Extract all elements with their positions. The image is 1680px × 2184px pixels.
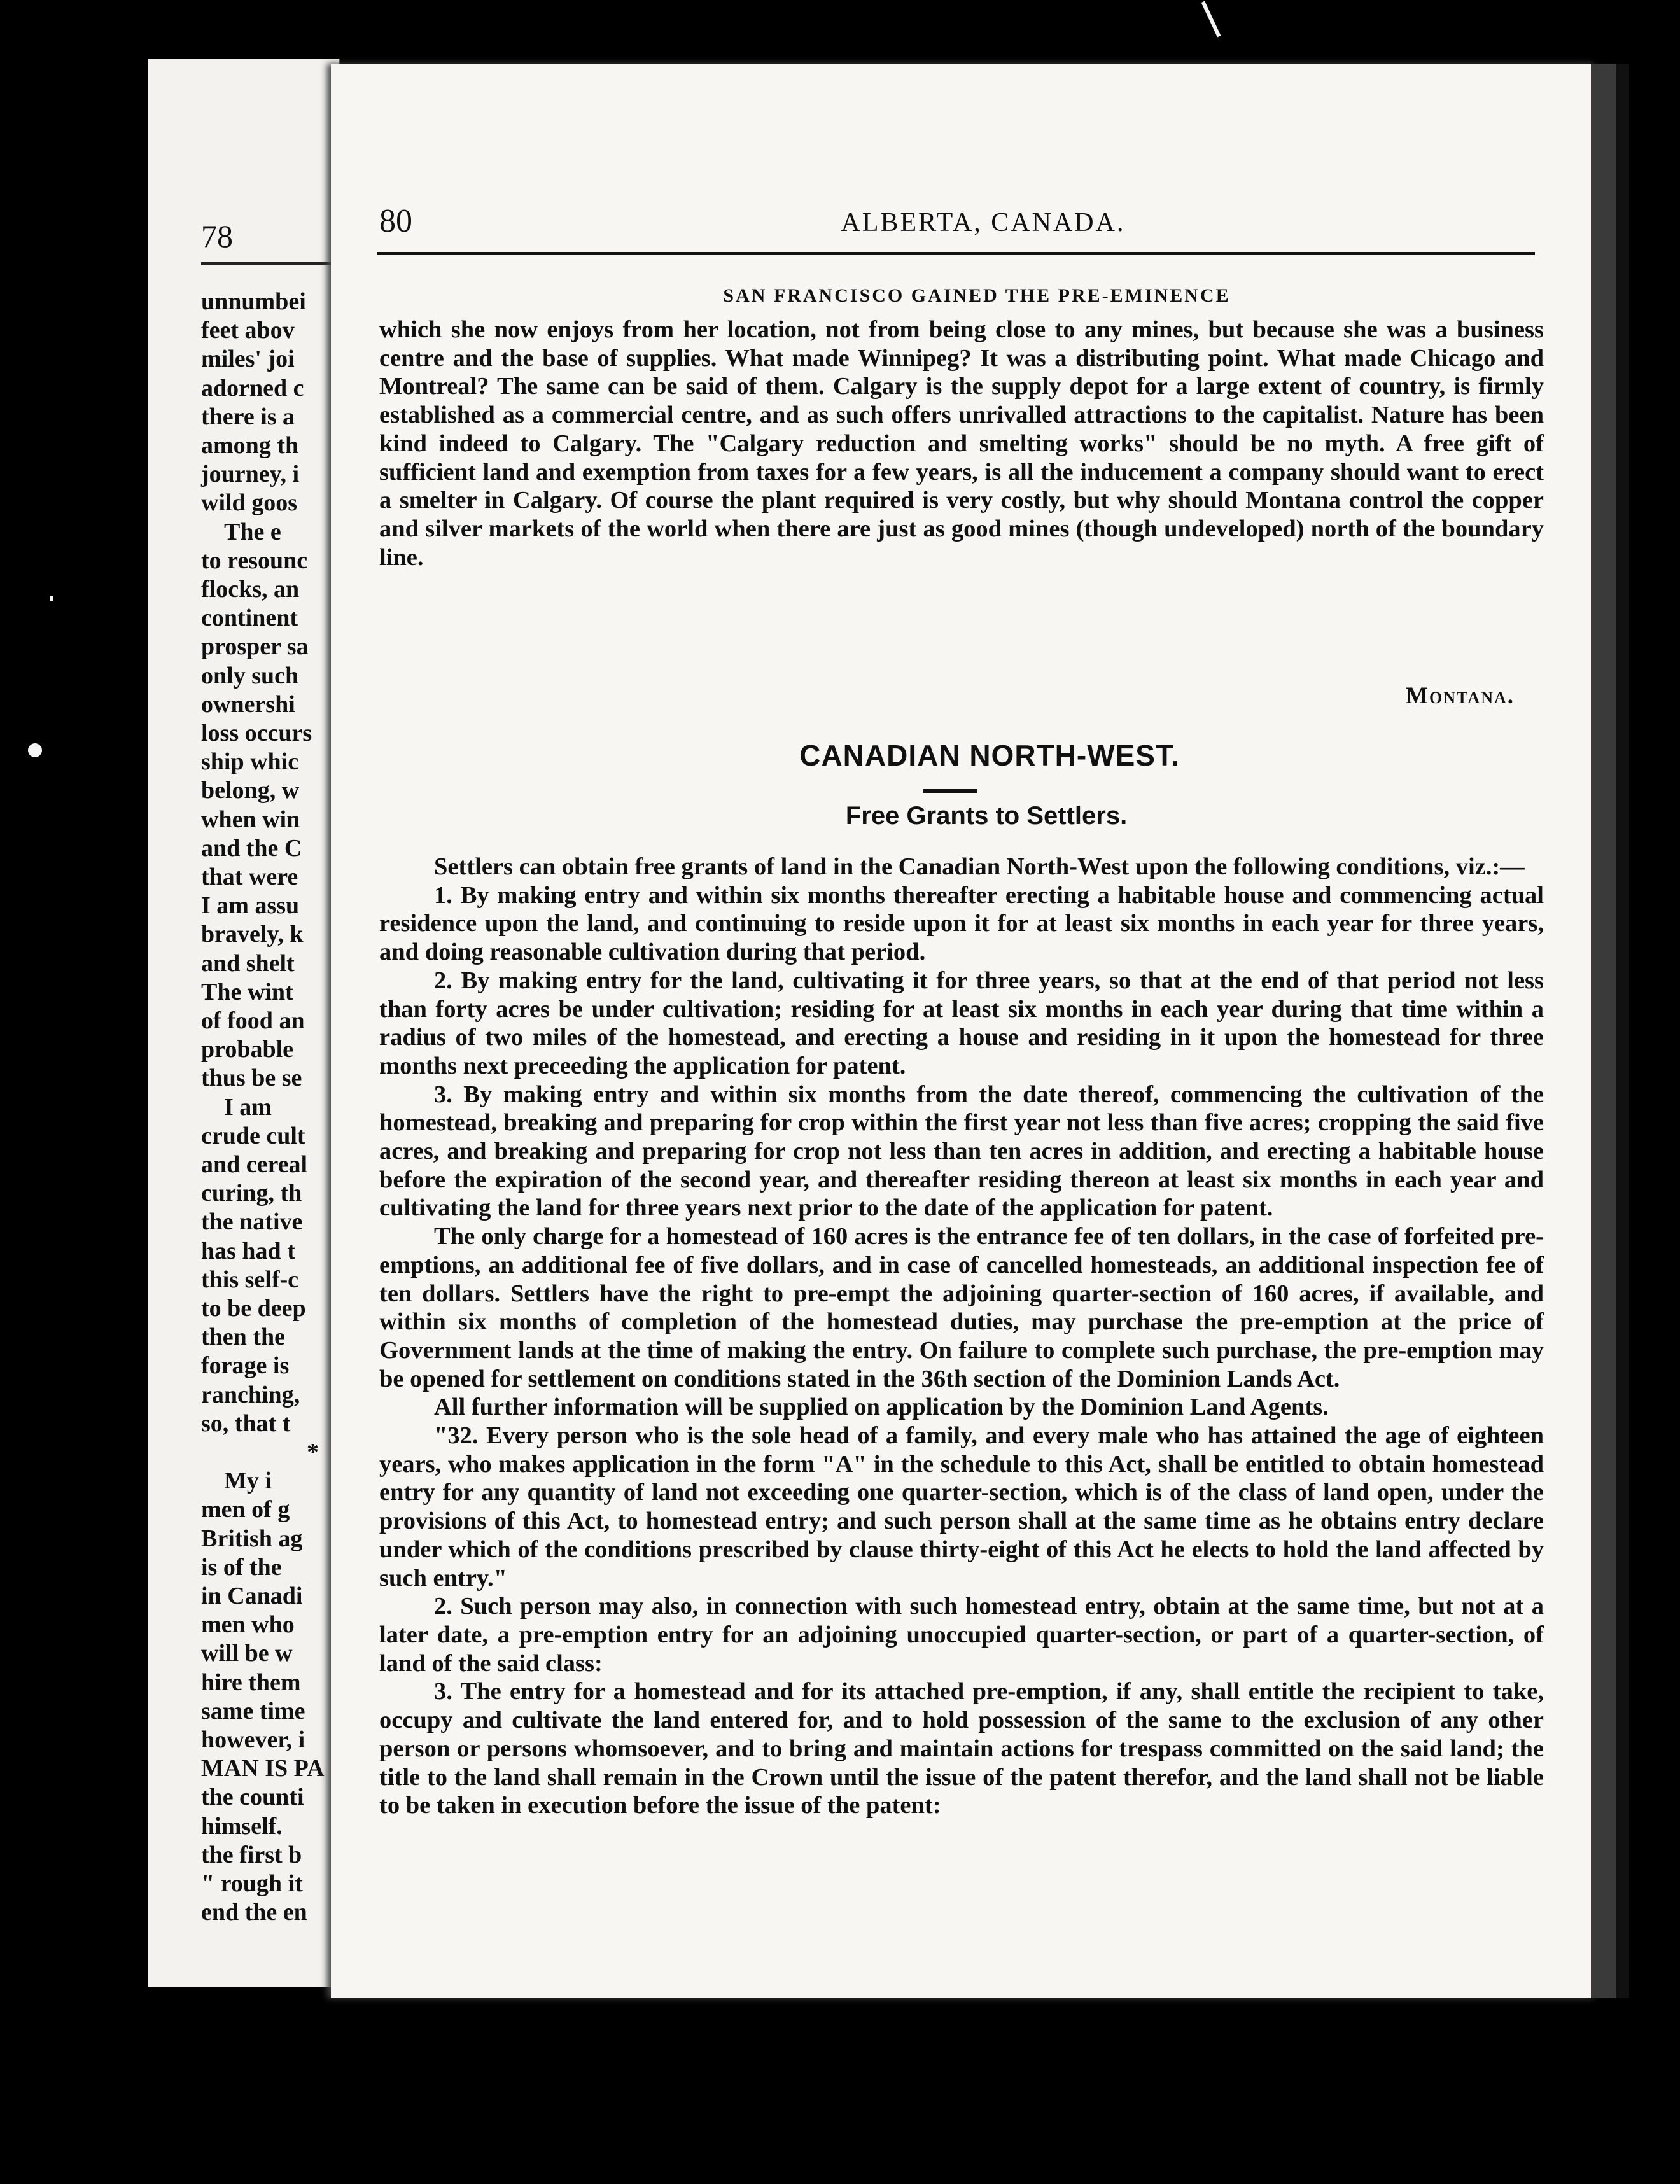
left-page-line: curing, th — [201, 1180, 302, 1207]
title-dash — [923, 789, 977, 793]
left-page-line: the native — [201, 1208, 303, 1236]
paragraph: 3. The entry for a homestead and for its attached pre-emption, if any, shall entitle the recipient to take, occupy and cultivate the land entered for, and to hold possession of the same to the exclusion of any other person or persons whomsoever, and to bring and maintain actions for trespass committed on the said land; the title to the land shall remain in the Crown until the issue of the patent therefor, and the land shall not be liable to be taken in execution before the issue of the patent: — [379, 1678, 1544, 1819]
left-page-line: ownershi — [201, 690, 295, 718]
left-page-line: however, i — [201, 1726, 305, 1753]
montana-article — [379, 316, 1544, 571]
left-page-line: men of g — [201, 1496, 290, 1523]
page-edge-shadow — [1591, 64, 1616, 1998]
left-page-line: miles' joi — [201, 346, 295, 373]
left-page-line: I am — [224, 1093, 272, 1121]
left-page-line: My i — [224, 1467, 272, 1495]
left-page-line: ship whic — [201, 748, 299, 776]
left-page-line: this self-c — [201, 1266, 299, 1293]
left-page-line: when win — [201, 806, 300, 833]
left-page-line: bravely, k — [201, 921, 304, 948]
left-page-line: The e — [224, 518, 281, 545]
paragraph: Settlers can obtain free grants of land in the Canadian North-West upon the following conditions, viz.:— — [434, 853, 1525, 880]
left-page-line: is of the — [201, 1553, 282, 1581]
montana-paragraph: which she now enjoys from her location, not from being close to any mines, but because she was a business centre and the base of supplies. What made Winnipeg? It was a distributing point. What made Chicago and Montreal? The same can be said of them. Calgary is the supply depot for a large extent of country, is firmly established as a commercial centre, and as such offers unrivalled attractions to the capitalist. Nature has been kind indeed to Calgary. The "Calgary reduction and smelting works" should be no myth. A free gift of sufficient land and exemption from taxes for a few years, is all the inducement a company should want to erect a smelter in Calgary. Of course the plant required is very costly, but why should Montana control the copper and silver markets of the world when there are just as good mines (though undeveloped) north of the boundary line. — [379, 316, 1544, 571]
left-page-line: British ag — [201, 1525, 303, 1552]
left-page-line: there is a — [201, 403, 295, 430]
section-heading: SAN FRANCISCO GAINED THE PRE-EMINENCE — [723, 285, 1231, 306]
left-page-line: probable — [201, 1036, 294, 1063]
article-subtitle: Free Grants to Settlers. — [845, 802, 1128, 830]
left-page-line: men who — [201, 1611, 295, 1639]
left-page-line: continent — [201, 605, 298, 632]
left-page-line: in Canadi — [201, 1583, 303, 1609]
left-page-line: MAN IS PA — [201, 1755, 325, 1782]
left-page-line: among th — [201, 432, 299, 459]
left-page-line: feet abov — [201, 317, 295, 344]
left-page-line: of food an — [201, 1007, 305, 1034]
left-page-line: to resounc — [201, 547, 308, 574]
paragraph: 2. By making entry for the land, cultivating it for three years, so that at the end of that period not less than forty acres be under cultivation; residing for at least six months in each year during that time within a radius of two miles of the homestead, and erecting a house and residing in it upon the homestead for three months next preceeding the application for patent. — [379, 967, 1544, 1079]
left-page-line: ranching, — [201, 1381, 300, 1408]
left-page-line: journey, i — [201, 461, 300, 488]
left-page-line: belong, w — [201, 777, 300, 804]
left-page-line: and cereal — [201, 1151, 308, 1178]
left-page-fragment — [148, 59, 340, 1987]
left-page-line: loss occurs — [201, 720, 312, 746]
left-page-number: 78 — [201, 218, 233, 254]
signoff: Montana. — [1406, 683, 1515, 709]
grants-article — [379, 853, 1544, 1820]
left-page-line: himself. — [201, 1812, 283, 1840]
left-page-line: flocks, an — [201, 576, 300, 603]
main-page — [331, 64, 1597, 1998]
left-page-line: wild goos — [201, 489, 297, 517]
left-page-line: that were — [201, 864, 298, 890]
left-page-line: and the C — [201, 834, 302, 862]
left-page-line: and shelt — [201, 949, 295, 977]
paragraph: 2. Such person may also, in connection with such homestead entry, obtain at the same time, but not at a later date, a pre-emption entry for an adjoining unoccupied quarter-section, or part of a quarter-section, of land of the said class: — [379, 1593, 1544, 1677]
left-page-line: so, that t — [201, 1410, 291, 1437]
left-page-line: the counti — [201, 1784, 304, 1811]
page-edge-dark — [1616, 64, 1629, 1998]
left-page-line: hire them — [201, 1669, 301, 1696]
running-title: ALBERTA, CANADA. — [841, 208, 1126, 237]
left-page-line: same time — [201, 1697, 305, 1725]
paragraph: The only charge for a homestead of 160 acres is the entrance fee of ten dollars, in the case of forfeited pre-emptions, an additional fee of five dollars, and in case of cancelled homesteads, an additional inspection fee of ten dollars. Settlers have the right to pre-empt the adjoining quarter-section of 160 acres, if available, and within six months of completion of the homestead duties, may purchase the pre-emption at the price of Government lands at the time of making the entry. On failure to complete such purchase, the pre-emption may be opened for settlement on conditions stated in the 36th section of the Dominion Lands Act. — [379, 1223, 1544, 1392]
paragraph: "32. Every person who is the sole head of a family, and every male who has attained the age of eighteen years, who makes application in the form "A" in the schedule to this Act, shall be entitled to obtain homestead entry for any quantity of land not exceeding one quarter-section, which is of the class of land open, under the provisions of this Act, to homestead entry; and such person shall at the same time as he obtains entry declare under which of the conditions prescribed by clause thirty-eight of this Act he elects to hold the land affected by such entry." — [379, 1422, 1544, 1592]
left-header-rule — [201, 262, 340, 265]
page-number: 80 — [379, 203, 412, 239]
left-page-line: has had t — [201, 1237, 295, 1264]
left-page-line: crude cult — [201, 1122, 305, 1149]
left-page-line: * — [307, 1439, 319, 1466]
scan-speck — [28, 743, 42, 757]
paragraph: 1. By making entry and within six months thereafter erecting a habitable house and commencing actual residence upon the land, and continuing to reside upon it for at least six months in each year for three years, and doing reasonable cultivation during that period. — [379, 881, 1544, 966]
left-page-line: The wint — [201, 978, 293, 1005]
left-page-line: prosper sa — [201, 633, 309, 661]
article-title: CANADIAN NORTH-WEST. — [799, 739, 1180, 772]
paragraph: 3. By making entry and within six months from the date thereof, commencing the cultivation of the homestead, breaking and preparing for crop within the first year not less than five acres; cropping the said five acres, and breaking and preparing for crop not less than ten acres in addition, and erecting a habitable house before the expiration of the second year, and thereafter residing thereon at least six months in each year and cultivating the land for three years next prior to the date of the application for patent. — [379, 1081, 1544, 1222]
left-page-line: I am assu — [201, 892, 300, 920]
left-page-line: then the — [201, 1324, 285, 1351]
left-page-line: only such — [201, 662, 299, 689]
left-page-line: forage is — [201, 1352, 290, 1380]
scan-speck — [50, 596, 53, 601]
scan-speck — [1201, 1, 1221, 38]
left-page-line: unnumbei — [201, 288, 306, 315]
left-page-line: adorned c — [201, 374, 304, 402]
left-page-line: " rough it — [201, 1870, 303, 1897]
header-rule — [377, 252, 1535, 255]
paragraph: All further information will be supplied on application by the Dominion Land Agents. — [434, 1394, 1329, 1421]
left-page-line: thus be se — [201, 1065, 302, 1092]
left-page-line: will be w — [201, 1640, 293, 1667]
left-page-line: end the en — [201, 1899, 307, 1926]
left-page-line: to be deep — [201, 1295, 306, 1322]
left-page-line: the first b — [201, 1841, 302, 1868]
